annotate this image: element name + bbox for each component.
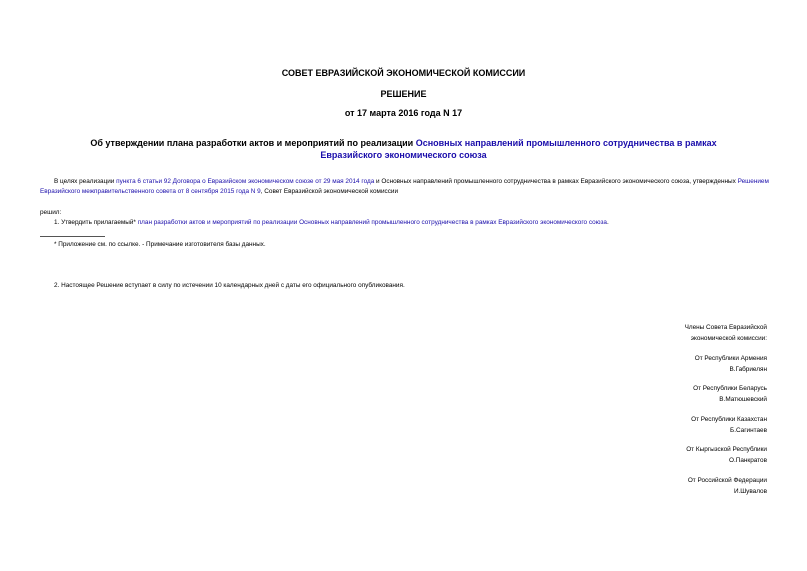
- signature-kyrgyzstan: [567, 444, 767, 466]
- preamble-text-2: и Основных направлений промышленного сотрудничества в рамках Евразийского экономического союза, утвержденных: [374, 178, 738, 185]
- treaty-link[interactable]: пункта 6 статьи 92 Договора о Евразийском экономическом союзе от 29 мая 2014 года: [116, 178, 375, 185]
- item-1: [40, 218, 784, 228]
- signature-name: И.Шувалов: [733, 488, 767, 495]
- date-number: от 17 марта 2016 года N 17: [344, 108, 463, 118]
- signature-name: В.Габриелян: [729, 366, 767, 373]
- footnote-divider: [40, 236, 105, 237]
- signatures-heading-line-2: экономической комиссии:: [690, 335, 767, 342]
- signature-country: От Российской Федерации: [687, 477, 767, 484]
- signature-armenia: [567, 353, 767, 375]
- signature-country: От Кыргызской Республики: [686, 446, 767, 453]
- title-prefix: Об утверждении плана разработки актов и мероприятий по реализации: [90, 138, 416, 148]
- preamble: [40, 177, 770, 197]
- item-1-text: 1. Утвердить прилагаемый*: [54, 219, 138, 226]
- signature-country: От Республики Армения: [694, 355, 767, 362]
- decided-label: решил:: [40, 209, 62, 216]
- signature-name: Б.Сагинтаев: [730, 427, 767, 434]
- preamble-text-1: В целях реализации: [54, 178, 117, 185]
- footnote: * Приложение см. по ссылке. - Примечание изготовителя базы данных.: [54, 241, 266, 248]
- signature-country: От Республики Казахстан: [691, 416, 767, 423]
- title-link[interactable]: Основных направлений промышленного сотрудничества в рамках Евразийского экономического союза: [320, 138, 717, 160]
- signatures-heading-line-1: Члены Совета Евразийской: [684, 324, 767, 331]
- item-1-end: .: [606, 219, 609, 226]
- doc-type: РЕШЕНИЕ: [380, 89, 427, 99]
- preamble-text-3: , Совет Евразийской экономической комиссии: [260, 188, 399, 195]
- signature-russia: [567, 475, 767, 497]
- signature-name: В.Матюшевский: [719, 396, 767, 403]
- council-decision-link[interactable]: Решением Евразийского межправительственного совета от 8 сентября 2015 года N 9: [40, 178, 769, 195]
- item-2: 2. Настоящее Решение вступает в силу по истечении 10 календарных дней с даты его официального опубликования.: [54, 282, 405, 289]
- signature-kazakhstan: [567, 414, 767, 436]
- org-title: СОВЕТ ЕВРАЗИЙСКОЙ ЭКОНОМИЧЕСКОЙ КОМИССИИ: [281, 68, 526, 78]
- signatures-heading: [567, 322, 767, 344]
- signature-country: От Республики Беларусь: [693, 385, 767, 392]
- signature-name: О.Панкратов: [729, 457, 767, 464]
- document-title: [60, 137, 747, 161]
- plan-link[interactable]: план разработки актов и мероприятий по реализации Основных направлений промышленного сотрудничества в рамках Евразийского экономического союза: [137, 219, 607, 226]
- signature-belarus: [567, 383, 767, 405]
